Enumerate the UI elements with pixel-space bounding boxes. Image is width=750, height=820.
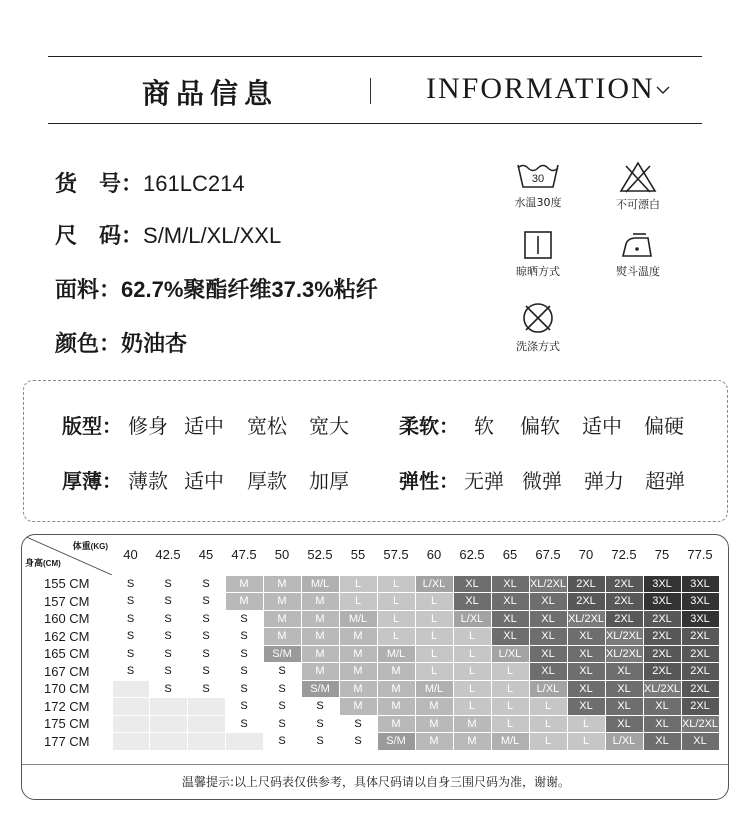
size-cell: M/L: [339, 610, 377, 628]
weight-column-header: 75: [654, 547, 670, 563]
size-cell: XL: [453, 575, 491, 593]
fit-option: 软: [474, 414, 494, 438]
size-cell: S: [112, 575, 149, 593]
size-cell: [149, 698, 187, 716]
size-cell: S: [225, 698, 263, 716]
info-value: S/M/L/XL/XXL: [143, 223, 282, 248]
size-cell: L: [529, 715, 567, 733]
size-cell: L: [491, 698, 529, 716]
weight-column-header: 60: [426, 547, 442, 563]
care-wash-30: [503, 160, 573, 210]
size-cell: L/XL: [415, 575, 453, 593]
size-cell: 3XL: [643, 593, 681, 611]
size-cell: [187, 698, 225, 716]
height-row-header: 177 CM: [43, 733, 90, 749]
weight-column-header: 77.5: [687, 547, 713, 563]
size-cell: XL: [567, 663, 605, 681]
table-row: [22, 575, 719, 593]
info-label: 面料：: [55, 278, 122, 303]
size-cell: M: [301, 610, 339, 628]
info-row-item-number: [55, 167, 245, 198]
size-cell: XL: [491, 575, 529, 593]
size-cell: 2XL: [681, 680, 719, 698]
care-label: 熨斗温度: [616, 265, 660, 278]
height-row-header: 170 CM: [43, 681, 90, 697]
size-cell: S: [225, 680, 263, 698]
size-cell: S: [187, 575, 225, 593]
size-cell: S: [225, 715, 263, 733]
size-cell: L: [491, 663, 529, 681]
size-cell: XL: [529, 663, 567, 681]
size-cell: 2XL: [605, 610, 643, 628]
fit-label: 柔软：: [399, 414, 459, 438]
size-cell: M: [339, 680, 377, 698]
size-cell: [149, 715, 187, 733]
fit-attributes-box: [23, 380, 728, 522]
weight-column-header: 57.5: [383, 547, 409, 563]
header-bottom-rule: [48, 123, 702, 124]
size-cell: L/XL: [529, 680, 567, 698]
size-cell: M: [415, 715, 453, 733]
fit-label: 弹性：: [399, 469, 459, 493]
fit-label: 版型：: [62, 414, 122, 438]
size-cell: M: [263, 610, 301, 628]
size-cell: [112, 715, 149, 733]
fit-option-selected: 适中: [582, 410, 622, 439]
size-cell: 2XL: [567, 593, 605, 611]
info-row-color: [55, 327, 187, 358]
header-separator: [370, 78, 371, 104]
size-cell: S: [187, 680, 225, 698]
size-cell: 2XL: [605, 593, 643, 611]
weight-column-header: 42.5: [155, 547, 181, 563]
size-cell: XL: [643, 715, 681, 733]
size-cell: S: [149, 610, 187, 628]
table-row: [22, 698, 719, 716]
size-cell: XL/2XL: [605, 645, 643, 663]
size-cell: XL/2XL: [529, 575, 567, 593]
size-cell: L: [529, 733, 567, 751]
size-table-body: [22, 575, 719, 750]
size-cell: [149, 733, 187, 751]
size-cell: 2XL: [643, 610, 681, 628]
fit-option: 修身: [128, 414, 168, 438]
size-cell: XL: [567, 628, 605, 646]
size-cell: S: [149, 645, 187, 663]
size-table: [22, 535, 720, 751]
table-row: [22, 610, 719, 628]
weight-column-header: 50: [274, 547, 290, 563]
size-cell: M: [453, 733, 491, 751]
height-axis-label: 身高(CM): [25, 558, 61, 568]
size-cell: S: [263, 715, 301, 733]
info-label: 颜色：: [55, 332, 122, 357]
header-title-en: INFORMATION: [426, 72, 655, 105]
fit-option: 弹力: [584, 469, 624, 493]
size-cell: L/XL: [453, 610, 491, 628]
size-cell: [112, 698, 149, 716]
size-cell: 2XL: [681, 645, 719, 663]
fit-option: 无弹: [464, 469, 504, 493]
size-cell: 2XL: [643, 663, 681, 681]
fit-option: 宽大: [309, 414, 349, 438]
size-cell: S: [149, 628, 187, 646]
height-row-header: 165 CM: [43, 646, 90, 662]
fit-option: 加厚: [309, 469, 349, 493]
size-cell: XL: [605, 663, 643, 681]
info-row-size: [55, 219, 281, 250]
size-cell: XL: [681, 733, 719, 751]
size-cell: S: [301, 715, 339, 733]
iron-icon: [618, 229, 658, 261]
size-cell: XL: [567, 680, 605, 698]
header-title-cn: 商品信息: [142, 77, 279, 110]
size-cell: S: [225, 628, 263, 646]
fit-option: 适中: [184, 414, 224, 438]
care-line-dry: [503, 229, 573, 279]
size-cell: XL: [567, 645, 605, 663]
size-cell: S: [149, 680, 187, 698]
care-no-dryclean: [503, 300, 573, 354]
size-cell: M: [339, 628, 377, 646]
size-cell: S: [149, 663, 187, 681]
size-cell: L: [453, 680, 491, 698]
size-cell: L: [415, 645, 453, 663]
size-cell: S: [112, 663, 149, 681]
size-cell: M: [415, 698, 453, 716]
info-value: 62.7%聚酯纤维37.3%粘纤: [121, 277, 378, 302]
size-cell: XL/2XL: [567, 610, 605, 628]
wash-30-badge: 30: [531, 173, 545, 185]
size-cell: L: [415, 610, 453, 628]
size-cell: 3XL: [643, 575, 681, 593]
size-cell: S: [301, 698, 339, 716]
size-cell: 2XL: [681, 628, 719, 646]
size-cell: XL/2XL: [605, 628, 643, 646]
fit-option: 偏硬: [644, 414, 684, 438]
size-cell: L: [377, 593, 415, 611]
size-table-header: [22, 535, 719, 575]
size-cell: M: [263, 575, 301, 593]
fit-option-selected: 微弹: [522, 465, 562, 494]
size-cell: XL/2XL: [643, 680, 681, 698]
size-cell: S: [263, 680, 301, 698]
table-row: [22, 628, 719, 646]
size-cell: M: [301, 628, 339, 646]
size-cell: XL: [529, 645, 567, 663]
table-row: [22, 733, 719, 751]
size-cell: S: [149, 575, 187, 593]
fit-option: 薄款: [128, 469, 168, 493]
chevron-down-icon[interactable]: [656, 80, 670, 99]
height-row-header: 160 CM: [43, 611, 90, 627]
size-cell: L: [529, 698, 567, 716]
size-cell: S/M: [301, 680, 339, 698]
height-row-header: 155 CM: [43, 576, 90, 592]
size-cell: [225, 733, 263, 751]
size-cell: S: [187, 610, 225, 628]
size-cell: S: [112, 593, 149, 611]
info-row-fabric: [55, 273, 378, 304]
size-cell: XL: [529, 610, 567, 628]
size-cell: M: [377, 698, 415, 716]
size-cell: 3XL: [681, 575, 719, 593]
size-cell: 2XL: [681, 698, 719, 716]
size-cell: 2XL: [643, 628, 681, 646]
size-cell: L: [491, 680, 529, 698]
table-row: [22, 663, 719, 681]
size-cell: L: [377, 628, 415, 646]
info-label: 货 号：: [55, 172, 144, 197]
size-cell: L: [453, 698, 491, 716]
size-cell: S: [112, 628, 149, 646]
table-row: [22, 645, 719, 663]
size-cell: XL: [643, 698, 681, 716]
info-value: 161LC214: [143, 171, 245, 196]
table-row: [22, 593, 719, 611]
care-iron: [603, 229, 673, 279]
weight-column-header: 65: [502, 547, 518, 563]
size-cell: S: [225, 610, 263, 628]
no-dryclean-icon: [520, 300, 556, 336]
size-cell: [187, 715, 225, 733]
size-cell: L: [567, 715, 605, 733]
size-cell: S: [339, 733, 377, 751]
size-cell: XL: [643, 733, 681, 751]
weight-column-header: 52.5: [307, 547, 333, 563]
height-row-header: 157 CM: [43, 593, 90, 609]
size-cell: 2XL: [567, 575, 605, 593]
size-cell: S: [187, 663, 225, 681]
size-cell: M: [263, 593, 301, 611]
size-cell: L/XL: [605, 733, 643, 751]
size-cell: XL: [605, 715, 643, 733]
size-cell: M: [377, 715, 415, 733]
size-chart: [21, 534, 729, 800]
size-cell: S: [187, 645, 225, 663]
size-cell: XL: [529, 593, 567, 611]
height-row-header: 172 CM: [43, 698, 90, 714]
weight-column-header: 67.5: [535, 547, 561, 563]
size-cell: [112, 680, 149, 698]
size-table-corner: [22, 535, 112, 575]
size-cell: XL: [605, 698, 643, 716]
weight-column-header: 70: [578, 547, 594, 563]
size-cell: L: [339, 593, 377, 611]
size-cell: S/M: [377, 733, 415, 751]
weight-column-header: 72.5: [611, 547, 637, 563]
size-cell: S: [263, 698, 301, 716]
table-row: [22, 680, 719, 698]
size-cell: M: [377, 680, 415, 698]
size-cell: S: [187, 593, 225, 611]
line-dry-icon: [520, 229, 556, 261]
size-cell: XL: [491, 593, 529, 611]
size-cell: XL: [453, 593, 491, 611]
header-top-rule: [48, 56, 702, 57]
info-value: 奶油杏: [121, 331, 188, 356]
size-cell: L: [415, 628, 453, 646]
size-cell: S: [112, 610, 149, 628]
size-cell: L: [453, 645, 491, 663]
size-cell: M/L: [377, 645, 415, 663]
care-label: 晾晒方式: [516, 265, 560, 278]
weight-column-header: 62.5: [459, 547, 485, 563]
care-no-bleach: [603, 160, 673, 212]
height-row-header: 167 CM: [43, 663, 90, 679]
size-cell: L: [491, 715, 529, 733]
size-cell: M: [377, 663, 415, 681]
fit-label: 厚薄：: [62, 469, 122, 493]
size-cell: M: [339, 698, 377, 716]
size-cell: XL: [491, 610, 529, 628]
weight-column-header: 45: [198, 547, 214, 563]
size-cell: M: [415, 733, 453, 751]
size-cell: M: [339, 663, 377, 681]
size-cell: M: [225, 575, 263, 593]
size-cell: M: [301, 663, 339, 681]
care-label: 不可漂白: [616, 198, 660, 211]
size-cell: S/M: [263, 645, 301, 663]
weight-column-header: 47.5: [231, 547, 257, 563]
size-cell: S: [112, 645, 149, 663]
size-cell: L: [415, 593, 453, 611]
size-cell: M: [301, 593, 339, 611]
size-cell: 3XL: [681, 593, 719, 611]
care-label: 洗涤方式: [516, 340, 560, 353]
size-cell: S: [149, 593, 187, 611]
size-footnote: 温馨提示:以上尺码表仅供参考，具体尺码请以自身三围尺码为准，谢谢。: [181, 775, 571, 789]
size-cell: XL: [491, 628, 529, 646]
size-cell: S: [187, 628, 225, 646]
size-cell: S: [225, 645, 263, 663]
size-cell: M: [339, 645, 377, 663]
info-label: 尺 码：: [55, 224, 144, 249]
size-cell: L: [377, 610, 415, 628]
size-cell: M/L: [301, 575, 339, 593]
size-cell: M: [225, 593, 263, 611]
size-cell: 2XL: [643, 645, 681, 663]
height-row-header: 175 CM: [43, 716, 90, 732]
fit-option-selected: 宽松: [247, 410, 287, 439]
size-cell: 2XL: [605, 575, 643, 593]
weight-axis-label: 体重(KG): [72, 541, 108, 551]
size-cell: L: [453, 628, 491, 646]
size-cell: S: [225, 663, 263, 681]
size-cell: L/XL: [491, 645, 529, 663]
fit-option-selected: 适中: [184, 465, 224, 494]
size-cell: S: [301, 733, 339, 751]
size-cell: L: [415, 663, 453, 681]
size-cell: S: [339, 715, 377, 733]
size-cell: L: [339, 575, 377, 593]
size-cell: [112, 733, 149, 751]
size-cell: M: [263, 628, 301, 646]
fit-option: 偏软: [520, 414, 560, 438]
fit-option: 厚款: [247, 469, 287, 493]
size-cell: S: [263, 663, 301, 681]
care-label: 水温30度: [514, 196, 562, 209]
size-cell: L: [567, 733, 605, 751]
weight-column-header: 40: [123, 547, 138, 563]
size-cell: 2XL: [681, 663, 719, 681]
weight-column-header: 55: [350, 547, 366, 563]
height-row-header: 162 CM: [43, 628, 90, 644]
size-cell: [187, 733, 225, 751]
size-cell: XL/2XL: [681, 715, 719, 733]
size-cell: M/L: [415, 680, 453, 698]
no-bleach-icon: [618, 160, 658, 194]
table-row: [22, 715, 719, 733]
size-cell: XL: [567, 698, 605, 716]
size-cell: M: [301, 645, 339, 663]
footnote-divider: [22, 764, 729, 765]
size-cell: L: [377, 575, 415, 593]
wash-30-icon: [515, 160, 561, 192]
size-cell: L: [453, 663, 491, 681]
size-cell: S: [263, 733, 301, 751]
size-cell: M: [453, 715, 491, 733]
fit-option: 超弹: [645, 469, 685, 493]
size-cell: M/L: [491, 733, 529, 751]
size-cell: XL: [605, 680, 643, 698]
size-cell: XL: [529, 628, 567, 646]
size-cell: 3XL: [681, 610, 719, 628]
